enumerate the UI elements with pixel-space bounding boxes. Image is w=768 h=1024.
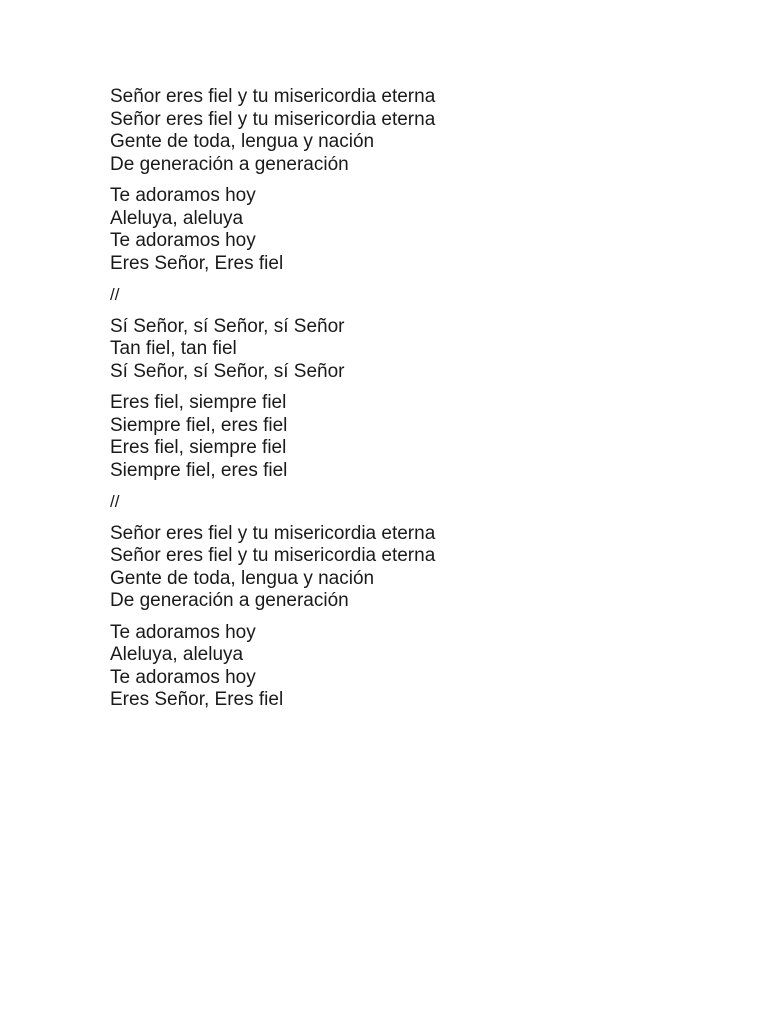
lyric-line: Tan fiel, tan fiel: [110, 338, 237, 359]
lyric-line: Siempre fiel, eres fiel: [110, 414, 288, 436]
lyric-line: Señor eres fiel y tu misericordia eterna: [110, 545, 436, 566]
lyrics-body: [110, 86, 710, 721]
lyric-line: Eres fiel, siempre fiel: [110, 437, 287, 458]
lyric-line: Eres Señor, Eres fiel: [110, 252, 284, 274]
lyric-line: De generación a generación: [110, 590, 349, 611]
lyric-line: Siempre fiel, eres fiel: [110, 459, 288, 481]
lyric-line: Te adoramos hoy: [110, 185, 256, 206]
lyric-line: Gente de toda, lengua y nación: [110, 567, 375, 589]
lyric-line: Te adoramos hoy: [110, 230, 256, 251]
lyric-line: Eres fiel, siempre fiel: [110, 392, 287, 413]
repeat-separator: //: [110, 285, 120, 304]
lyric-line: Sí Señor, sí Señor, sí Señor: [110, 360, 345, 382]
stanza-3: [110, 316, 710, 384]
stanza-5: [110, 523, 710, 613]
stanza-6: [110, 622, 710, 712]
lyric-line: Señor eres fiel y tu misericordia eterna: [110, 86, 436, 107]
lyric-line: Sí Señor, sí Señor, sí Señor: [110, 315, 345, 337]
lyric-line: Señor eres fiel y tu misericordia eterna: [110, 108, 436, 130]
lyric-line: Gente de toda, lengua y nación: [110, 131, 375, 152]
stanza-4: [110, 392, 710, 482]
stanza-2: [110, 185, 710, 275]
lyric-line: De generación a generación: [110, 153, 349, 175]
lyric-line: Aleluya, aleluya: [110, 644, 244, 665]
lyric-line: Señor eres fiel y tu misericordia eterna: [110, 522, 436, 544]
repeat-separator: //: [110, 492, 120, 511]
lyric-line: Aleluya, aleluya: [110, 207, 244, 229]
lyric-line: Eres Señor, Eres fiel: [110, 689, 284, 710]
lyric-line: Te adoramos hoy: [110, 666, 256, 688]
lyric-line: Te adoramos hoy: [110, 621, 256, 643]
stanza-1: [110, 86, 710, 176]
